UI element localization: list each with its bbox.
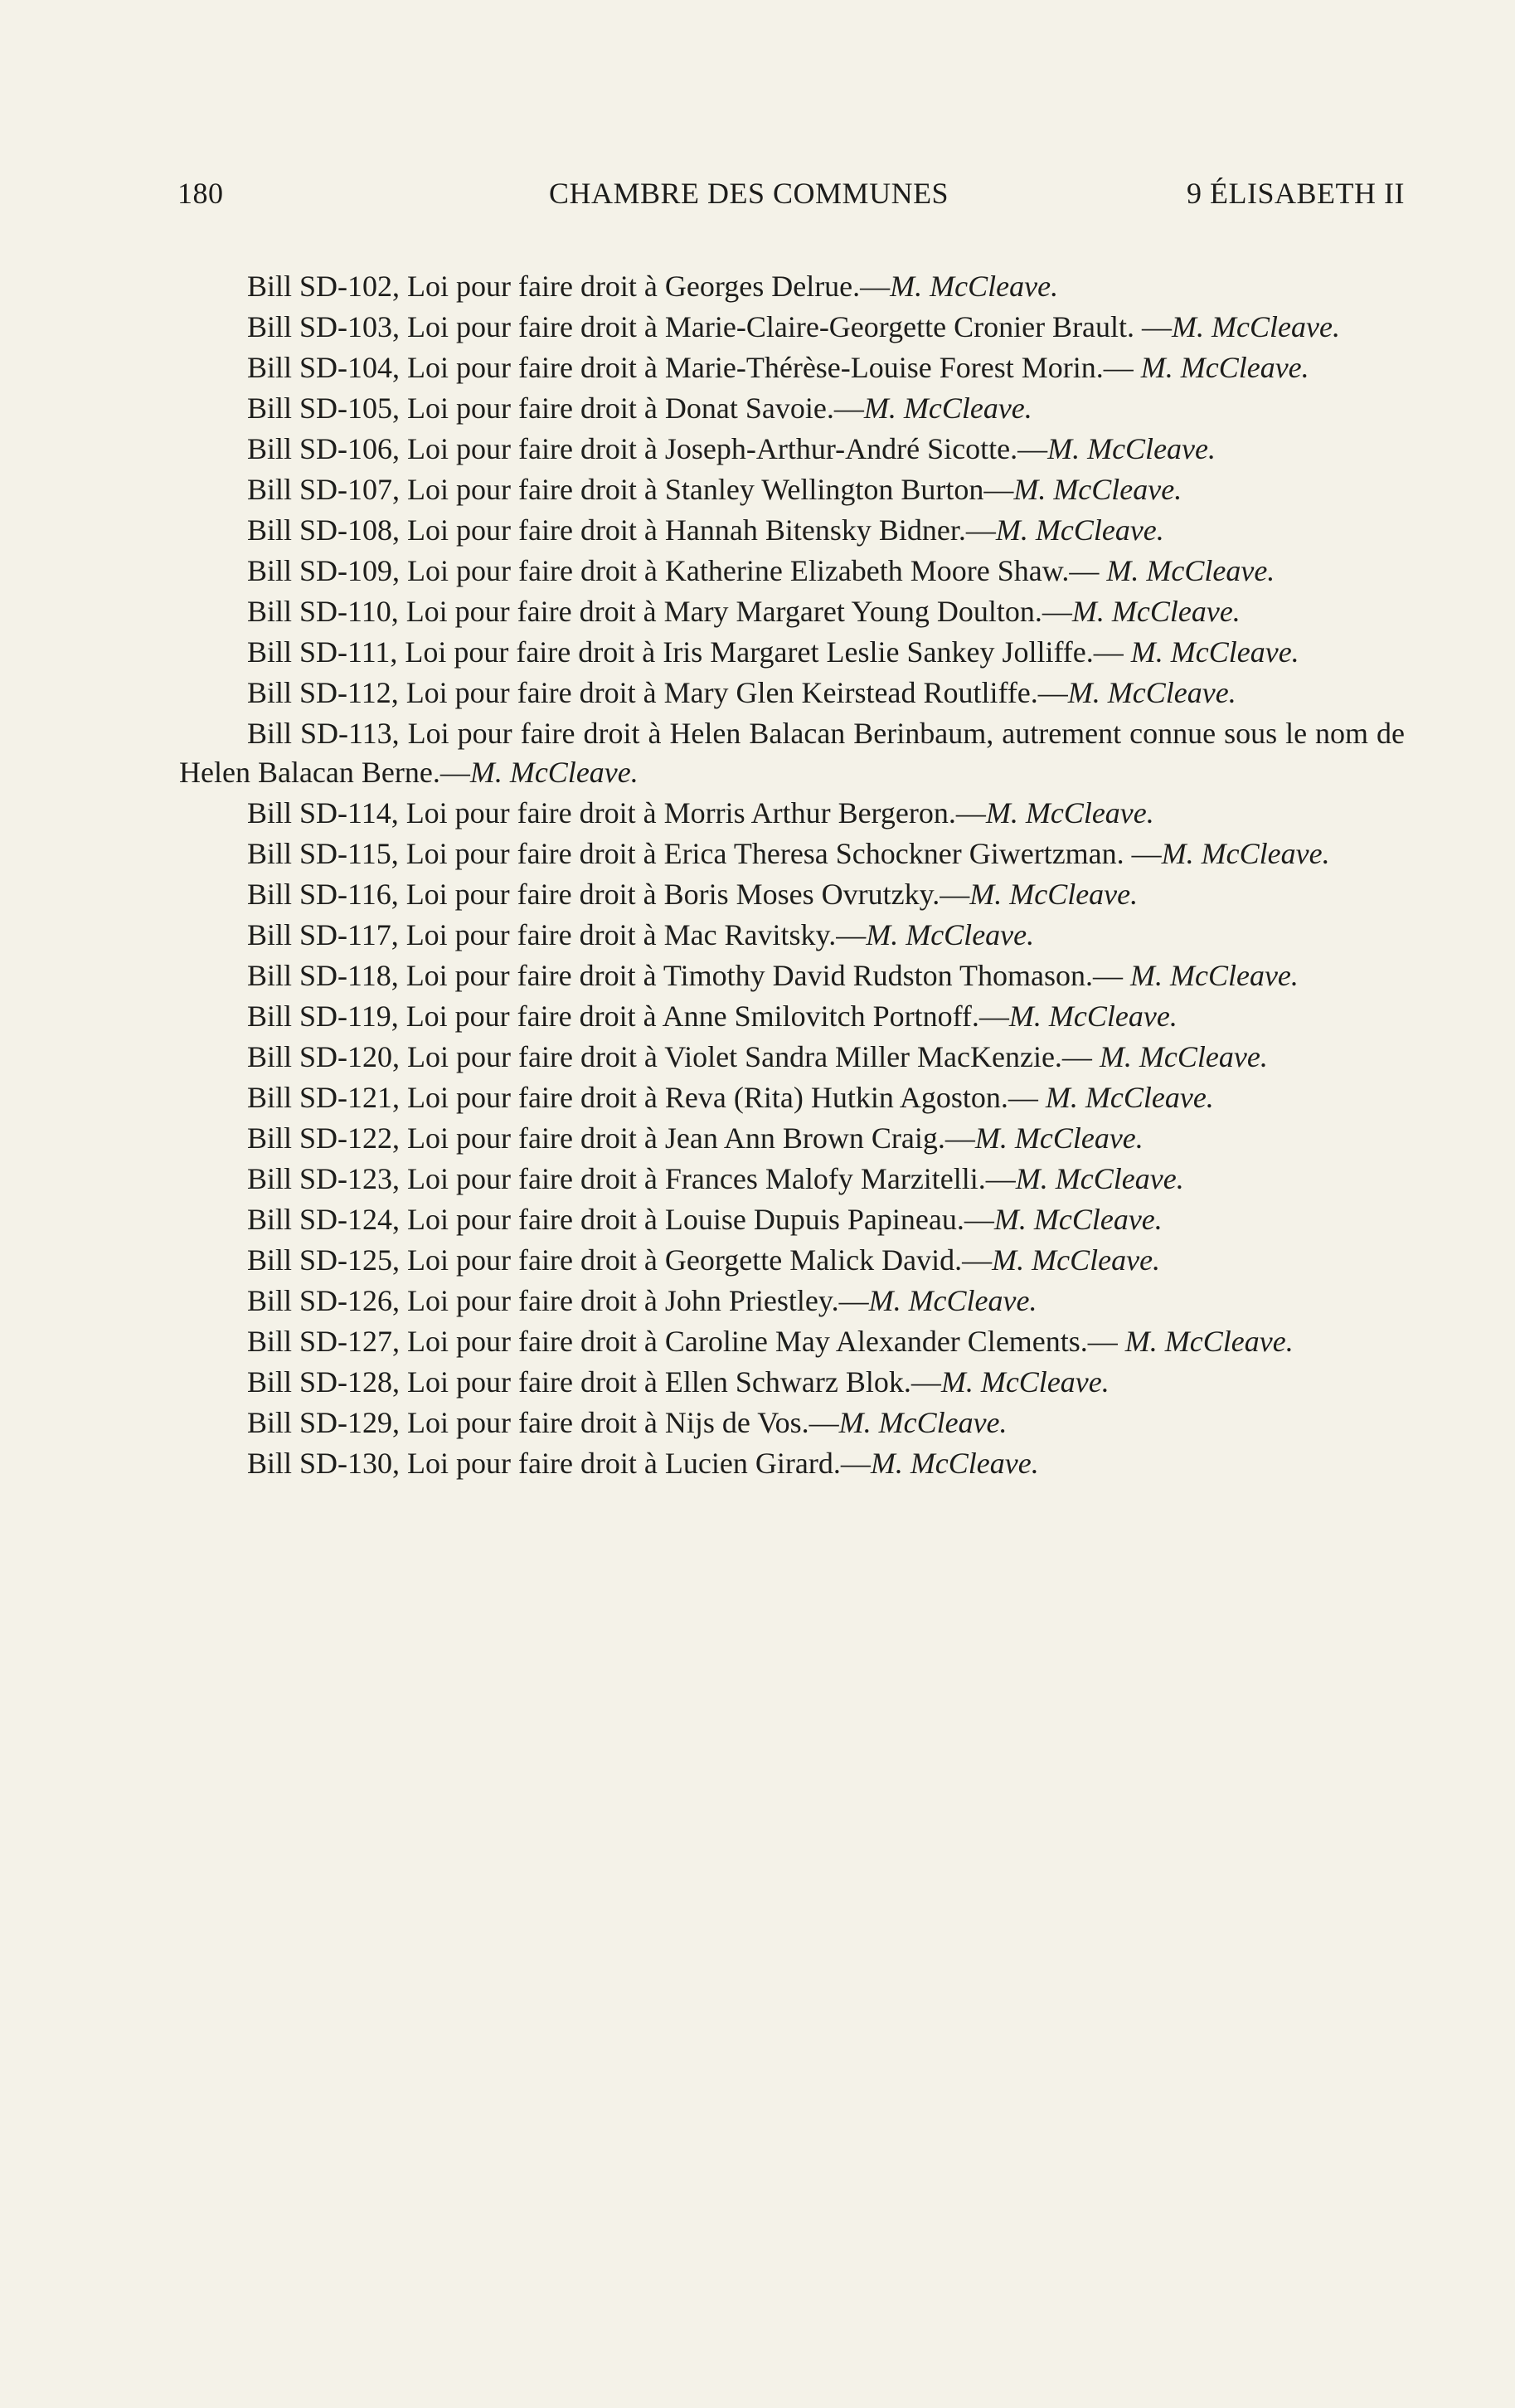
bill-entry	[179, 1119, 1405, 1158]
bill-entry	[179, 633, 1405, 672]
bill-sponsor: M. McCleave.	[1124, 1324, 1294, 1358]
bill-entry	[179, 794, 1405, 833]
bill-sponsor: M. McCleave.	[870, 1446, 1039, 1480]
bill-sponsor: M. McCleave.	[890, 270, 1059, 303]
bill-entry	[179, 1322, 1405, 1361]
bill-sponsor: M. McCleave.	[940, 1365, 1110, 1399]
bill-entry	[179, 674, 1405, 713]
bill-entry	[179, 1363, 1405, 1402]
bill-text: Bill SD-116, Loi pour faire droit à Boris Moses Ovrutzky.—	[247, 877, 970, 911]
bill-list	[179, 267, 1405, 1485]
bill-entry	[179, 1403, 1405, 1442]
bill-sponsor: M. McCleave.	[1099, 1039, 1268, 1073]
session-label: 9 ÉLISABETH II	[1187, 177, 1405, 210]
bill-text: Bill SD-112, Loi pour faire droit à Mary Glen Keirstead Routliffe.—	[247, 676, 1068, 709]
bill-text: Bill SD-122, Loi pour faire droit à Jean Ann Brown Craig.—	[247, 1121, 975, 1155]
bill-text: Bill SD-105, Loi pour faire droit à Donat Savoie.—	[247, 392, 864, 425]
bill-sponsor: M. McCleave.	[1067, 676, 1236, 709]
bill-text: Bill SD-108, Loi pour faire droit à Hannah Bitensky Bidner.—	[247, 513, 996, 547]
bill-text: Bill SD-110, Loi pour faire droit à Mary Margaret Young Doulton.—	[247, 595, 1072, 628]
bill-entry	[179, 308, 1405, 347]
bill-entry	[179, 552, 1405, 591]
bill-sponsor: M. McCleave.	[1045, 1080, 1214, 1114]
bill-sponsor: M. McCleave.	[1161, 836, 1330, 870]
bill-sponsor: M. McCleave.	[1015, 1161, 1184, 1195]
bill-sponsor: M. McCleave.	[1130, 635, 1299, 669]
page-number: 180	[177, 177, 224, 210]
bill-entry	[179, 956, 1405, 995]
bill-sponsor: M. McCleave.	[863, 392, 1032, 425]
bill-entry	[179, 875, 1405, 914]
bill-sponsor: M. McCleave.	[1140, 351, 1309, 384]
bill-text: Bill SD-117, Loi pour faire droit à Mac Ravitsky.—	[247, 917, 867, 951]
bill-entry	[179, 1160, 1405, 1199]
bill-entry	[179, 1038, 1405, 1077]
bill-text: Bill SD-123, Loi pour faire droit à Frances Malofy Marzitelli.—	[247, 1161, 1016, 1195]
bill-entry	[179, 592, 1405, 631]
bill-text: Bill SD-125, Loi pour faire droit à Georgette Malick David.—	[247, 1243, 993, 1277]
bill-text: Bill SD-104, Loi pour faire droit à Marie-Thérèse-Louise Forest Morin.—	[247, 351, 1141, 384]
bill-text: Bill SD-120, Loi pour faire droit à Violet Sandra Miller MacKenzie.—	[247, 1039, 1100, 1073]
bill-sponsor: M. McCleave.	[969, 877, 1139, 911]
bill-sponsor: M. McCleave.	[1008, 999, 1178, 1033]
bill-text: Bill SD-126, Loi pour faire droit à John Priestley.—	[247, 1283, 869, 1317]
bill-text: Bill SD-107, Loi pour faire droit à Stanley Wellington Burton—	[247, 473, 1014, 506]
bill-text: Bill SD-119, Loi pour faire droit à Anne Smilovitch Portnoff.—	[247, 999, 1009, 1033]
bill-entry	[179, 1444, 1405, 1483]
bill-sponsor: M. McCleave.	[868, 1283, 1037, 1317]
bill-text: Bill SD-106, Loi pour faire droit à Joseph-Arthur-André Sicotte.—	[247, 432, 1048, 465]
bill-sponsor: M. McCleave.	[1071, 595, 1241, 628]
bill-sponsor: M. McCleave.	[1172, 310, 1340, 343]
bill-entry	[179, 470, 1405, 509]
bill-text: Bill SD-127, Loi pour faire droit à Caroline May Alexander Clements.—	[247, 1324, 1125, 1358]
bill-text: Bill SD-130, Loi pour faire droit à Lucien Girard.—	[247, 1446, 871, 1480]
bill-sponsor: M. McCleave.	[974, 1121, 1144, 1155]
bill-entry	[179, 997, 1405, 1036]
bill-text: Bill SD-118, Loi pour faire droit à Timothy David Rudston Thomason.—	[247, 958, 1130, 992]
bill-text: Bill SD-111, Loi pour faire droit à Iris Margaret Leslie Sankey Jolliffe.—	[247, 635, 1131, 669]
bill-entry	[179, 1241, 1405, 1280]
bill-sponsor: M. McCleave.	[1106, 554, 1275, 587]
bill-text: Bill SD-103, Loi pour faire droit à Marie-Claire-Georgette Cronier Brault. —	[247, 310, 1173, 343]
bill-entry	[179, 430, 1405, 469]
bill-sponsor: M. McCleave.	[985, 795, 1154, 829]
bill-sponsor: M. McCleave.	[1013, 473, 1182, 506]
bill-text: Bill SD-113, Loi pour faire droit à Helen Balacan Berinbaum, autrement connue sous le nom de Helen Balacan Berne.—	[179, 717, 1405, 789]
bill-sponsor: M. McCleave.	[993, 1202, 1163, 1236]
bill-entry	[179, 267, 1405, 306]
bill-sponsor: M. McCleave.	[838, 1405, 1008, 1439]
bill-text: Bill SD-109, Loi pour faire droit à Katherine Elizabeth Moore Shaw.—	[247, 554, 1107, 587]
bill-entry	[179, 348, 1405, 387]
bill-entry	[179, 834, 1405, 873]
running-head	[177, 176, 1405, 217]
journal-title: CHAMBRE DES COMMUNES	[549, 177, 949, 210]
bill-entry	[179, 1200, 1405, 1239]
bill-text: Bill SD-129, Loi pour faire droit à Nijs de Vos.—	[247, 1405, 839, 1439]
bill-text: Bill SD-121, Loi pour faire droit à Reva (Rita) Hutkin Agoston.—	[247, 1080, 1046, 1114]
bill-entry	[179, 916, 1405, 955]
bill-entry	[179, 1282, 1405, 1321]
bill-text: Bill SD-124, Loi pour faire droit à Louise Dupuis Papineau.—	[247, 1202, 994, 1236]
bill-sponsor: M. McCleave.	[995, 513, 1164, 547]
bill-entry	[179, 389, 1405, 428]
bill-text: Bill SD-114, Loi pour faire droit à Morris Arthur Bergeron.—	[247, 795, 986, 829]
bill-entry	[179, 1078, 1405, 1117]
bill-text: Bill SD-115, Loi pour faire droit à Erica Theresa Schockner Giwertzman. —	[247, 836, 1162, 870]
bill-entry	[179, 714, 1405, 791]
bill-sponsor: M. McCleave.	[469, 755, 639, 789]
bill-sponsor: M. McCleave.	[866, 917, 1035, 951]
bill-sponsor: M. McCleave.	[992, 1243, 1161, 1277]
bill-text: Bill SD-128, Loi pour faire droit à Ellen Schwarz Blok.—	[247, 1365, 941, 1399]
bill-sponsor: M. McCleave.	[1130, 958, 1299, 992]
bill-sponsor: M. McCleave.	[1047, 432, 1216, 465]
bill-entry	[179, 511, 1405, 550]
bill-text: Bill SD-102, Loi pour faire droit à Georges Delrue.—	[247, 270, 891, 303]
